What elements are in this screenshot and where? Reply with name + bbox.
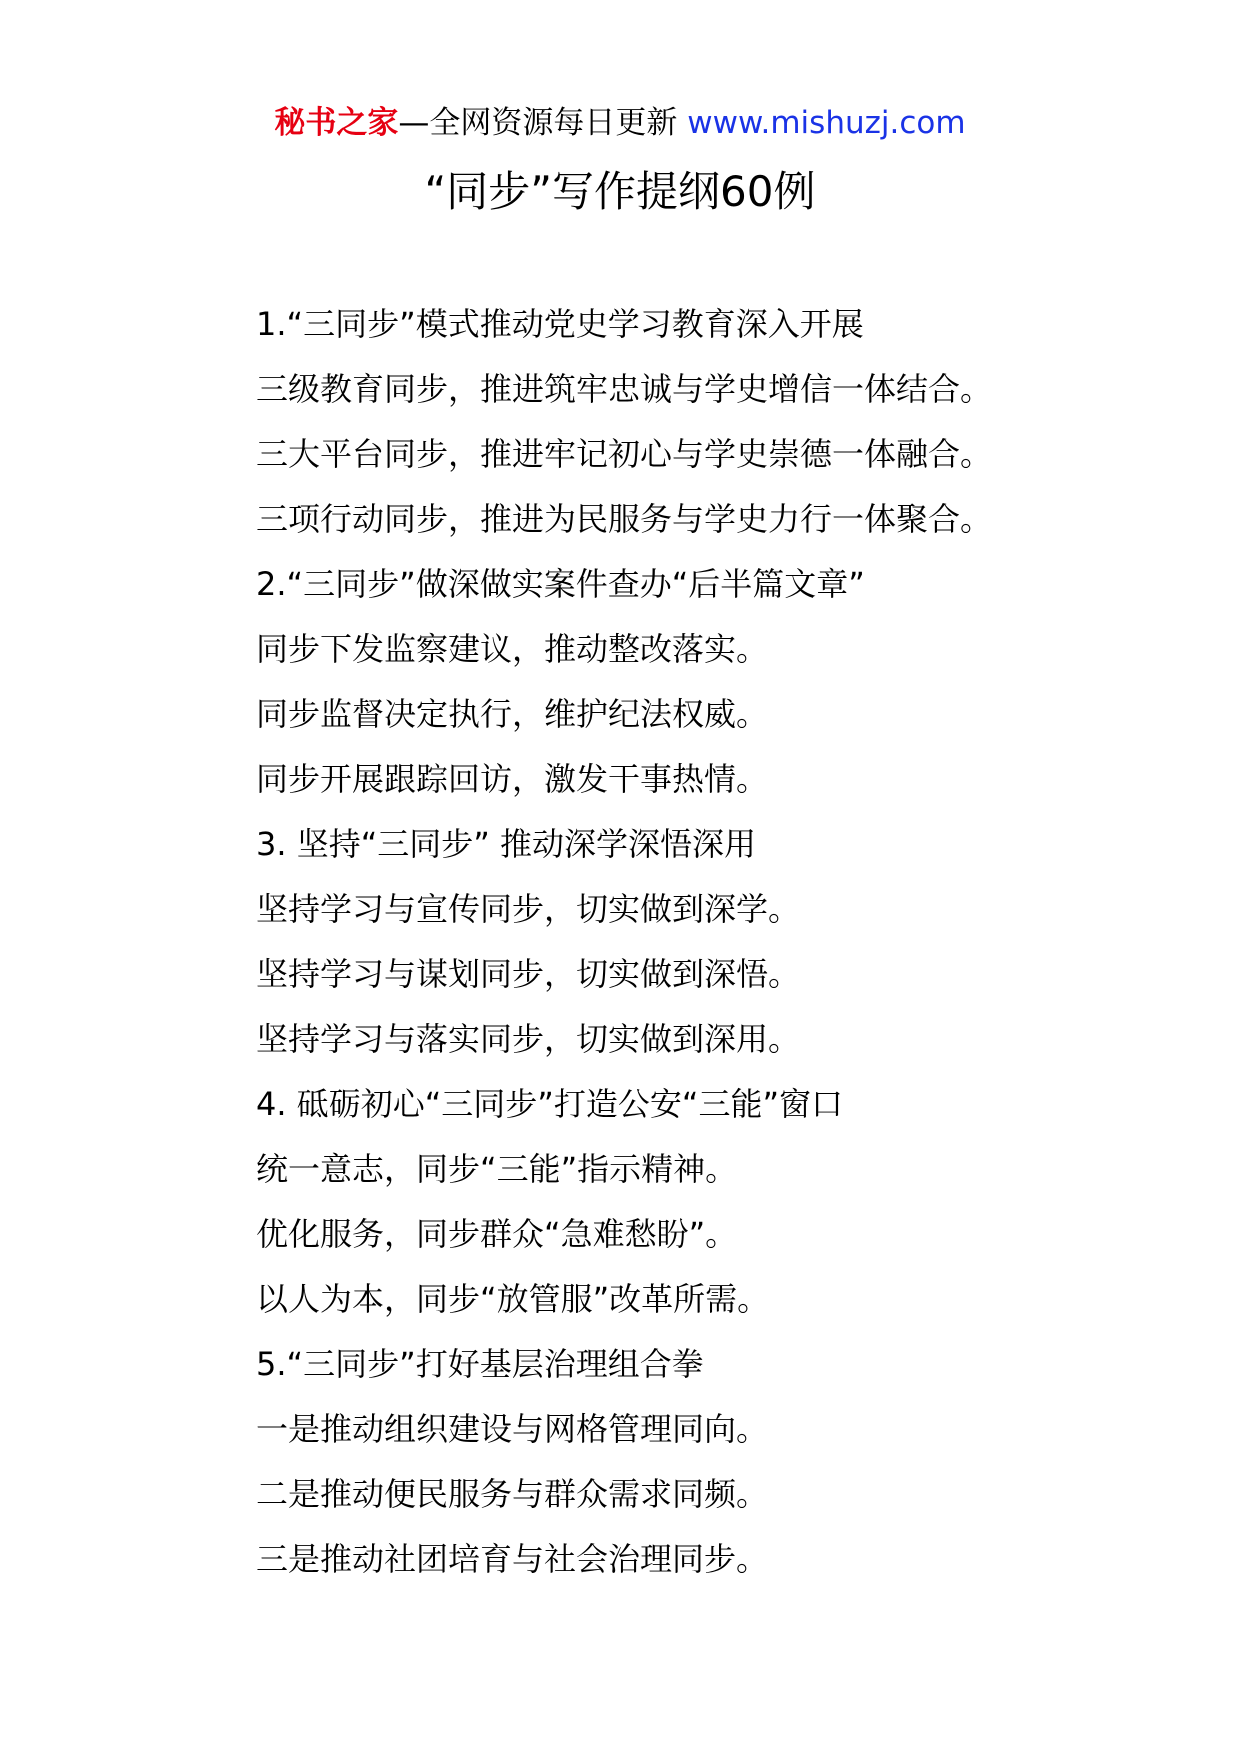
site-url[interactable]: www.mishuzj.com: [687, 105, 966, 141]
body-line: 同步开展跟踪回访，激发干事热情。: [256, 760, 769, 798]
header-tagline: —全网资源每日更新: [398, 105, 688, 141]
document-title: “同步”写作提纲60例: [424, 167, 816, 216]
section-heading: 1.“三同步”模式推动党史学习教育深入开展: [256, 305, 864, 343]
document-body: [256, 292, 1216, 1592]
body-line: 同步监督决定执行，维护纪法权威。: [256, 695, 769, 733]
body-line: 同步下发监察建议，推动整改落实。: [256, 630, 769, 668]
body-line: 三级教育同步，推进筑牢忠诚与学史增信一体结合。: [256, 370, 993, 408]
brand-name: 秘书之家: [274, 105, 399, 141]
body-line: 三是推动社团培育与社会治理同步。: [256, 1540, 769, 1578]
body-line: 坚持学习与宣传同步，切实做到深学。: [256, 890, 801, 928]
section-heading: 3. 坚持“三同步” 推动深学深悟深用: [256, 825, 757, 863]
body-line: 一是推动组织建设与网格管理同向。: [256, 1410, 769, 1448]
body-line: 以人为本，同步“放管服”改革所需。: [256, 1280, 770, 1318]
section-heading: 4. 砥砺初心“三同步”打造公安“三能”窗口: [256, 1085, 844, 1123]
section-heading: 2.“三同步”做深做实案件查办“后半篇文章”: [256, 565, 865, 603]
site-header: [0, 100, 1240, 146]
body-line: 优化服务，同步群众“急难愁盼”。: [256, 1215, 738, 1253]
body-line: 二是推动便民服务与群众需求同频。: [256, 1475, 769, 1513]
body-line: 坚持学习与谋划同步，切实做到深悟。: [256, 955, 801, 993]
body-line: 三大平台同步，推进牢记初心与学史崇德一体融合。: [256, 435, 993, 473]
body-line: 统一意志，同步“三能”指示精神。: [256, 1150, 738, 1188]
body-line: 坚持学习与落实同步，切实做到深用。: [256, 1020, 801, 1058]
section-heading: 5.“三同步”打好基层治理组合拳: [256, 1345, 704, 1383]
body-line: 三项行动同步，推进为民服务与学史力行一体聚合。: [256, 500, 993, 538]
